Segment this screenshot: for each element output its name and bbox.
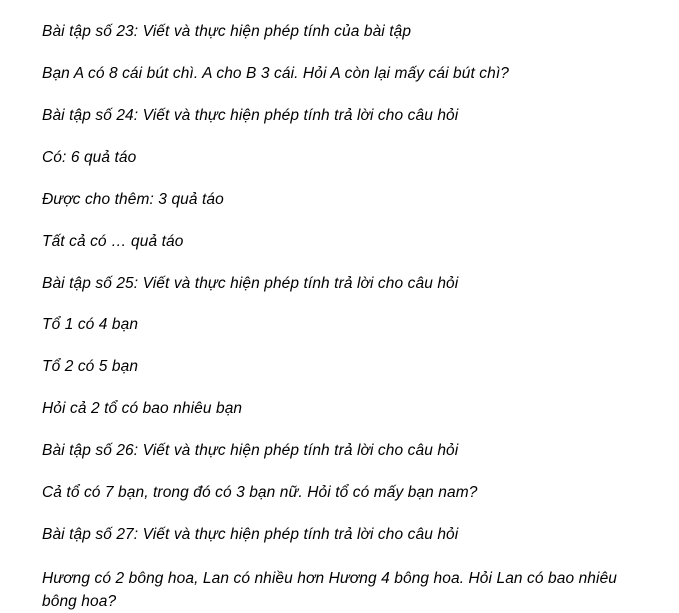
exercise-line: Bài tập số 26: Viết và thực hiện phép tính trả lời cho câu hỏi <box>42 442 459 460</box>
exercise-line: Bài tập số 25: Viết và thực hiện phép tính trả lời cho câu hỏi <box>42 274 459 292</box>
exercise-line: Tất cả có … quả táo <box>42 232 184 250</box>
exercise-line: Bài tập số 23: Viết và thực hiện phép tính của bài tập <box>42 23 412 40</box>
exercise-line: Có: 6 quả táo <box>42 148 137 166</box>
exercise-line: Hỏi cả 2 tổ có bao nhiêu bạn <box>42 400 243 418</box>
exercise-line: Cả tổ có 7 bạn, trong đó có 3 bạn nữ. Hỏi tổ có mấy bạn nam? <box>42 484 478 502</box>
exercise-line: Bài tập số 27: Viết và thực hiện phép tính trả lời cho câu hỏi <box>42 526 459 544</box>
exercise-line: Tổ 2 có 5 bạn <box>42 358 139 376</box>
exercise-line: Được cho thêm: 3 quả táo <box>42 190 224 208</box>
exercise-line: Bạn A có 8 cái bút chì. A cho B 3 cái. Hỏi A còn lại mấy cái bút chì? <box>42 64 509 82</box>
exercise-line: Hương có 2 bông hoa, Lan có nhiều hơn Hương 4 bông hoa. Hỏi Lan có bao nhiêu bông hoa? <box>42 569 622 611</box>
exercise-line: Tổ 1 có 4 bạn <box>42 316 139 334</box>
exercise-line: Bài tập số 24: Viết và thực hiện phép tính trả lời cho câu hỏi <box>42 106 459 124</box>
